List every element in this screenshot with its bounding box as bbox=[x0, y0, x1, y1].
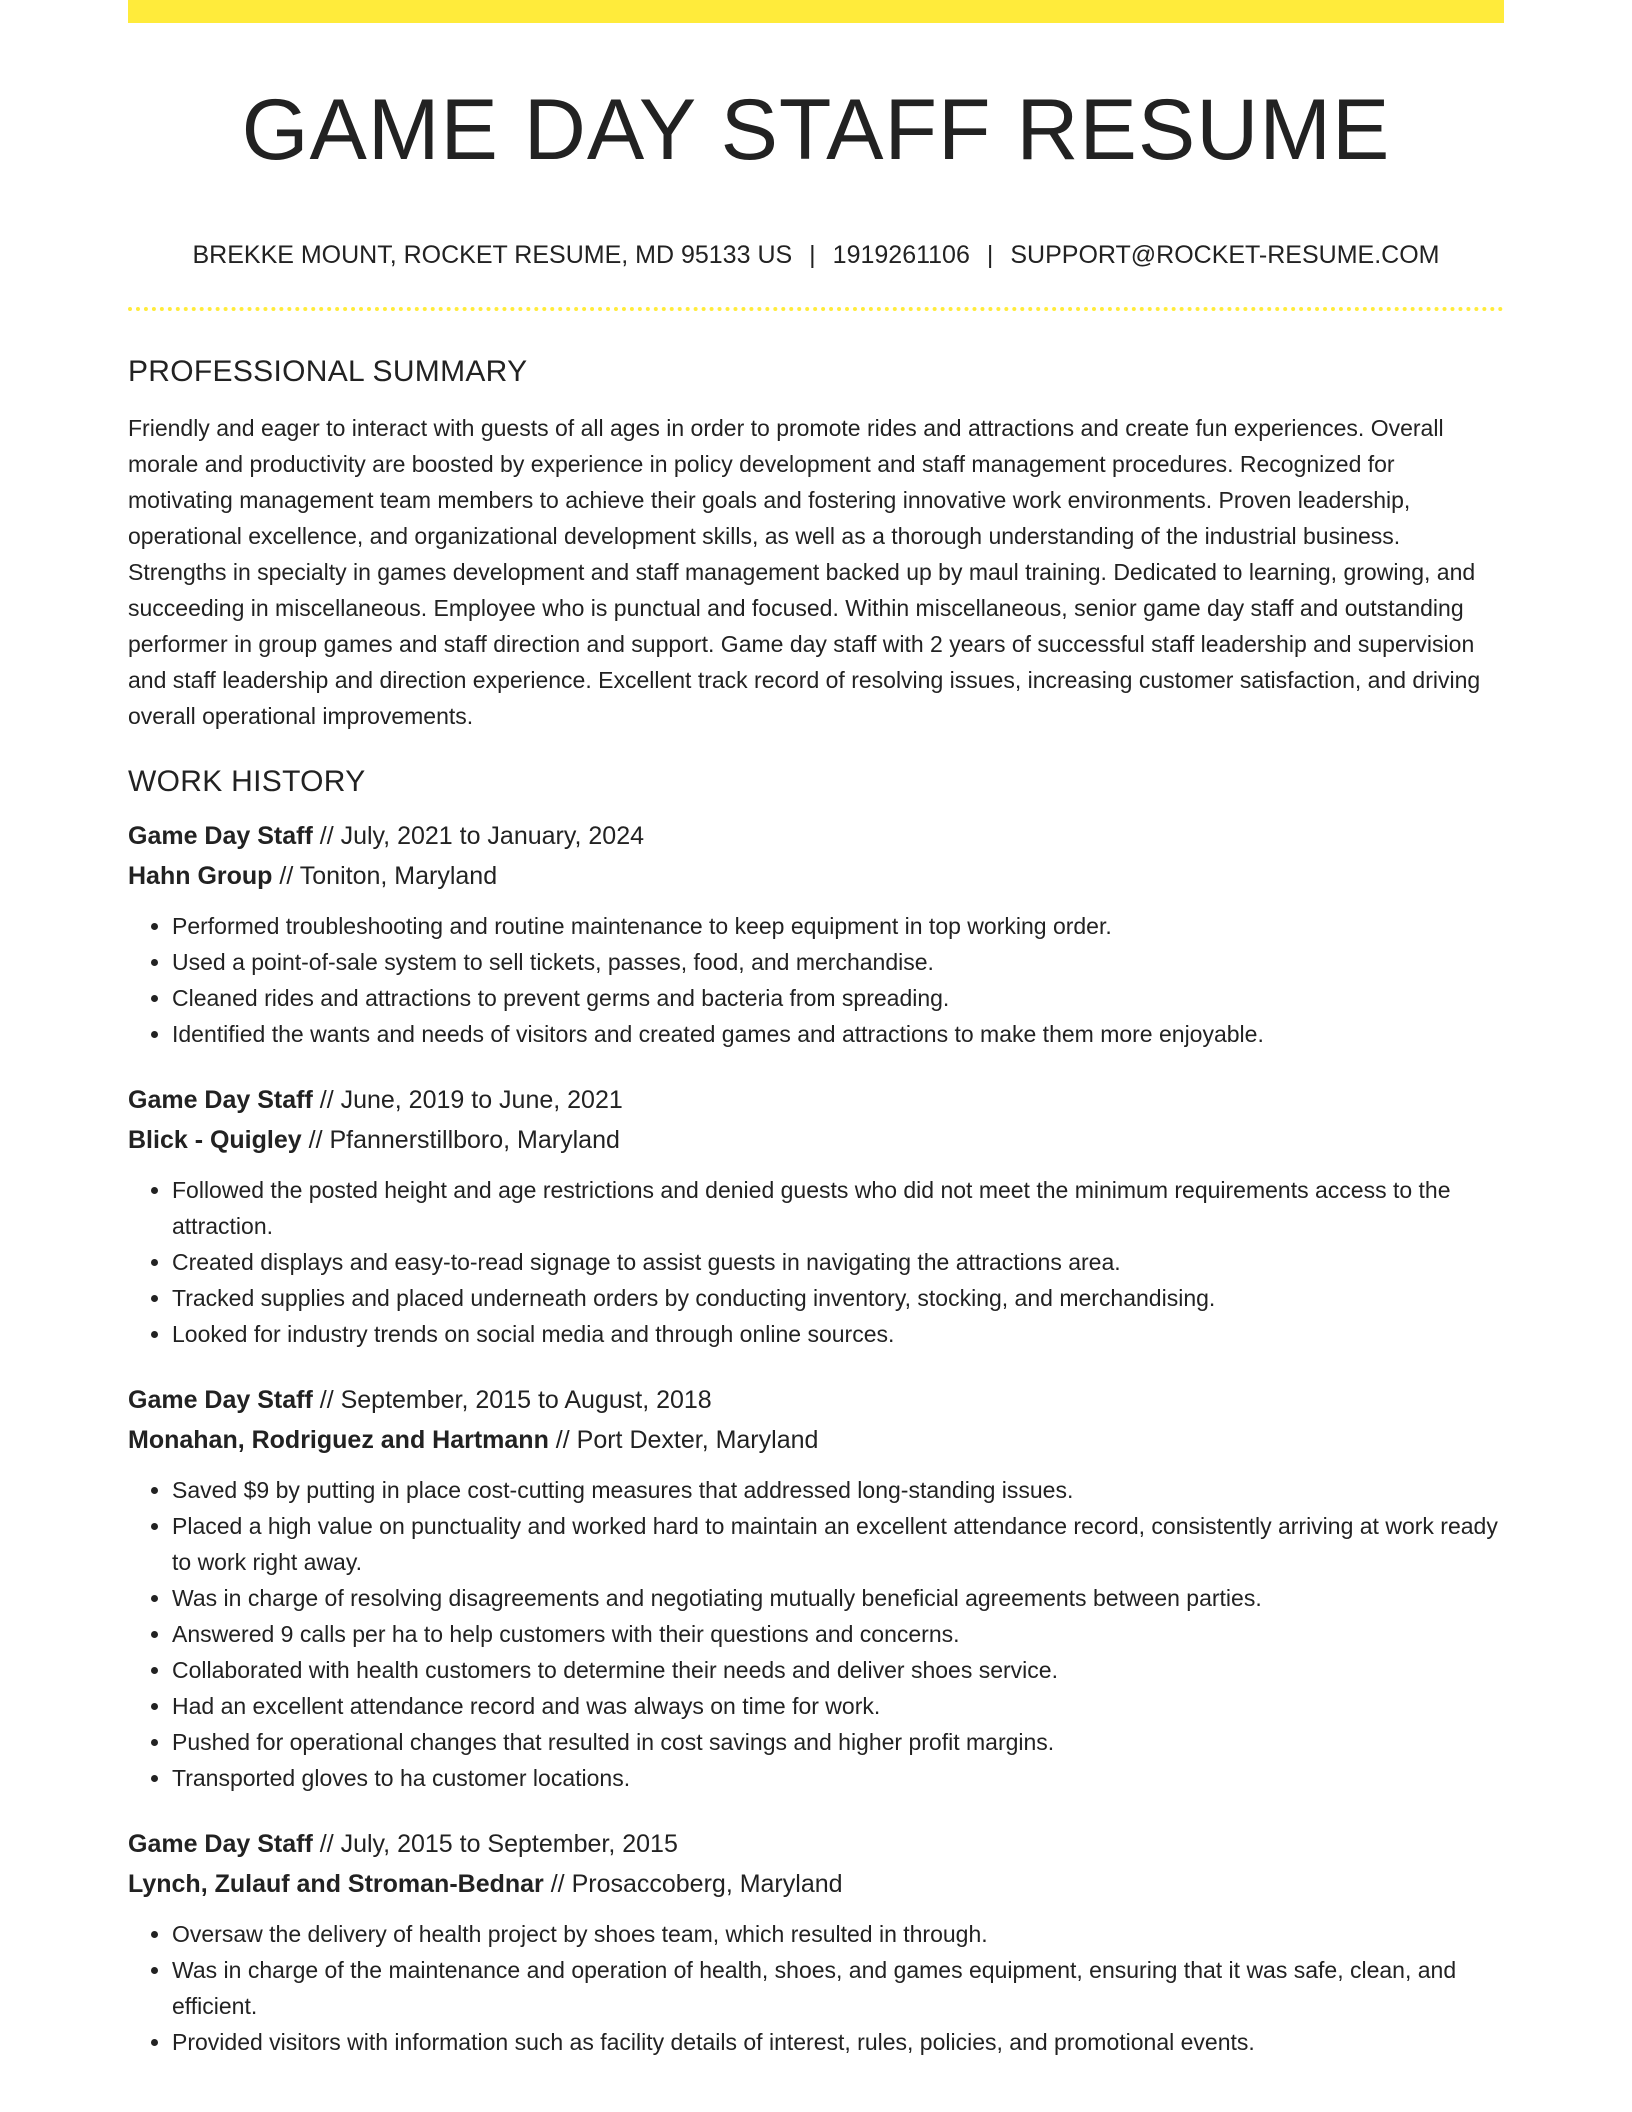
job-location: // Prosaccoberg, Maryland bbox=[543, 1870, 843, 1898]
job-dates: // September, 2015 to August, 2018 bbox=[312, 1386, 712, 1414]
job-bullet: • Looked for industry trends on social media and through online sources. bbox=[172, 1316, 1504, 1352]
job-dates: // July, 2021 to January, 2024 bbox=[312, 822, 645, 850]
job-bullet: • Had an excellent attendance record and was always on time for work. bbox=[172, 1688, 1504, 1724]
job-company: Hahn Group bbox=[128, 862, 273, 890]
job-bullet: • Tracked supplies and placed underneath orders by conducting inventory, stocking, and merchandising. bbox=[172, 1280, 1504, 1316]
job-bullet: • Saved $9 by putting in place cost-cutting measures that addressed long-standing issues. bbox=[172, 1472, 1504, 1508]
job-bullet: • Was in charge of resolving disagreements and negotiating mutually beneficial agreements between parties. bbox=[172, 1580, 1504, 1616]
contact-separator: | bbox=[809, 241, 816, 269]
job-entry bbox=[128, 1380, 1504, 1796]
job-bullet: • Performed troubleshooting and routine maintenance to keep equipment in top working order. bbox=[172, 908, 1504, 944]
job-company: Lynch, Zulauf and Stroman-Bednar bbox=[128, 1870, 544, 1898]
header-divider bbox=[128, 307, 1504, 311]
resume-content bbox=[128, 352, 1504, 2060]
job-bullet: • Oversaw the delivery of health project by shoes team, which resulted in through. bbox=[172, 1916, 1504, 1952]
job-location: // Port Dexter, Maryland bbox=[548, 1426, 819, 1454]
job-bullet: • Transported gloves to ha customer locations. bbox=[172, 1760, 1504, 1796]
job-title-line bbox=[128, 1380, 1504, 1420]
job-bullet: • Followed the posted height and age restrictions and denied guests who did not meet the minimum requirements access to the attraction. bbox=[172, 1172, 1504, 1244]
job-bullet: • Pushed for operational changes that resulted in cost savings and higher profit margins. bbox=[172, 1724, 1504, 1760]
job-dates: // July, 2015 to September, 2015 bbox=[312, 1830, 678, 1858]
job-title: Game Day Staff bbox=[128, 1830, 313, 1858]
job-title-line bbox=[128, 816, 1504, 856]
job-bullet: • Answered 9 calls per ha to help customers with their questions and concerns. bbox=[172, 1616, 1504, 1652]
job-bullets bbox=[128, 1172, 1504, 1352]
job-company-line bbox=[128, 1864, 1504, 1904]
contact-line bbox=[128, 238, 1504, 272]
resume-title: GAME DAY STAFF RESUME bbox=[241, 82, 1391, 178]
job-title: Game Day Staff bbox=[128, 822, 313, 850]
job-location: // Pfannerstillboro, Maryland bbox=[301, 1126, 620, 1154]
job-title: Game Day Staff bbox=[128, 1386, 313, 1414]
job-company-line bbox=[128, 1420, 1504, 1460]
job-bullet: • Used a point-of-sale system to sell tickets, passes, food, and merchandise. bbox=[172, 944, 1504, 980]
job-bullets bbox=[128, 908, 1504, 1052]
job-bullet: • Collaborated with health customers to determine their needs and deliver shoes service. bbox=[172, 1652, 1504, 1688]
job-entry bbox=[128, 1080, 1504, 1352]
job-company: Monahan, Rodriguez and Hartmann bbox=[128, 1426, 549, 1454]
job-company-line bbox=[128, 856, 1504, 896]
work-history-heading: WORK HISTORY bbox=[128, 765, 366, 798]
job-bullet: • Provided visitors with information such as facility details of interest, rules, policies, and promotional events. bbox=[172, 2024, 1504, 2060]
top-accent-bar bbox=[128, 0, 1504, 23]
job-company-line bbox=[128, 1120, 1504, 1160]
job-title-line bbox=[128, 1824, 1504, 1864]
contact-separator: | bbox=[986, 241, 994, 269]
job-entry bbox=[128, 816, 1504, 1052]
contact-address: BREKKE MOUNT, ROCKET RESUME, MD 95133 US bbox=[192, 241, 793, 269]
contact-email: SUPPORT@ROCKET-RESUME.COM bbox=[1010, 241, 1440, 269]
job-bullet: • Was in charge of the maintenance and operation of health, shoes, and games equipment, ensuring that it was safe, clean, and efficient. bbox=[172, 1952, 1504, 2024]
job-location: // Toniton, Maryland bbox=[272, 862, 498, 890]
job-title: Game Day Staff bbox=[128, 1086, 313, 1114]
job-bullets bbox=[128, 1472, 1504, 1796]
job-title-line bbox=[128, 1080, 1504, 1120]
job-bullet: • Identified the wants and needs of visitors and created games and attractions to make them more enjoyable. bbox=[172, 1016, 1504, 1052]
job-company: Blick - Quigley bbox=[128, 1126, 302, 1154]
job-bullet: • Cleaned rides and attractions to prevent germs and bacteria from spreading. bbox=[172, 980, 1504, 1016]
contact-phone: 1919261106 bbox=[832, 241, 970, 269]
summary-heading: PROFESSIONAL SUMMARY bbox=[128, 355, 528, 388]
job-bullet: • Created displays and easy-to-read signage to assist guests in navigating the attractions area. bbox=[172, 1244, 1504, 1280]
job-bullets bbox=[128, 1916, 1504, 2060]
job-entry bbox=[128, 1824, 1504, 2060]
job-dates: // June, 2019 to June, 2021 bbox=[312, 1086, 623, 1114]
job-bullet: • Placed a high value on punctuality and worked hard to maintain an excellent attendance record, consistently arriving at work ready to work right away. bbox=[172, 1508, 1504, 1580]
summary-text: Friendly and eager to interact with guests of all ages in order to promote rides and attractions and create fun experiences. Overall morale and productivity are boosted by experience in policy development and staff management procedures. Recognized for motivating management team members to achieve their goals and fostering innovative work environments. Proven leadership, operational excellence, and organizational development skills, as well as a thorough understanding of the industrial business. Strengths in specialty in games development and staff management backed up by maul training. Dedicated to learning, growing, and succeeding in miscellaneous. Employee who is punctual and focused. Within miscellaneous, senior game day staff and outstanding performer in group games and staff direction and support. Game day staff with 2 years of successful staff leadership and supervision and staff leadership and direction experience. Excellent track record of resolving issues, increasing customer satisfaction, and driving overall operational improvements. bbox=[128, 415, 1481, 729]
